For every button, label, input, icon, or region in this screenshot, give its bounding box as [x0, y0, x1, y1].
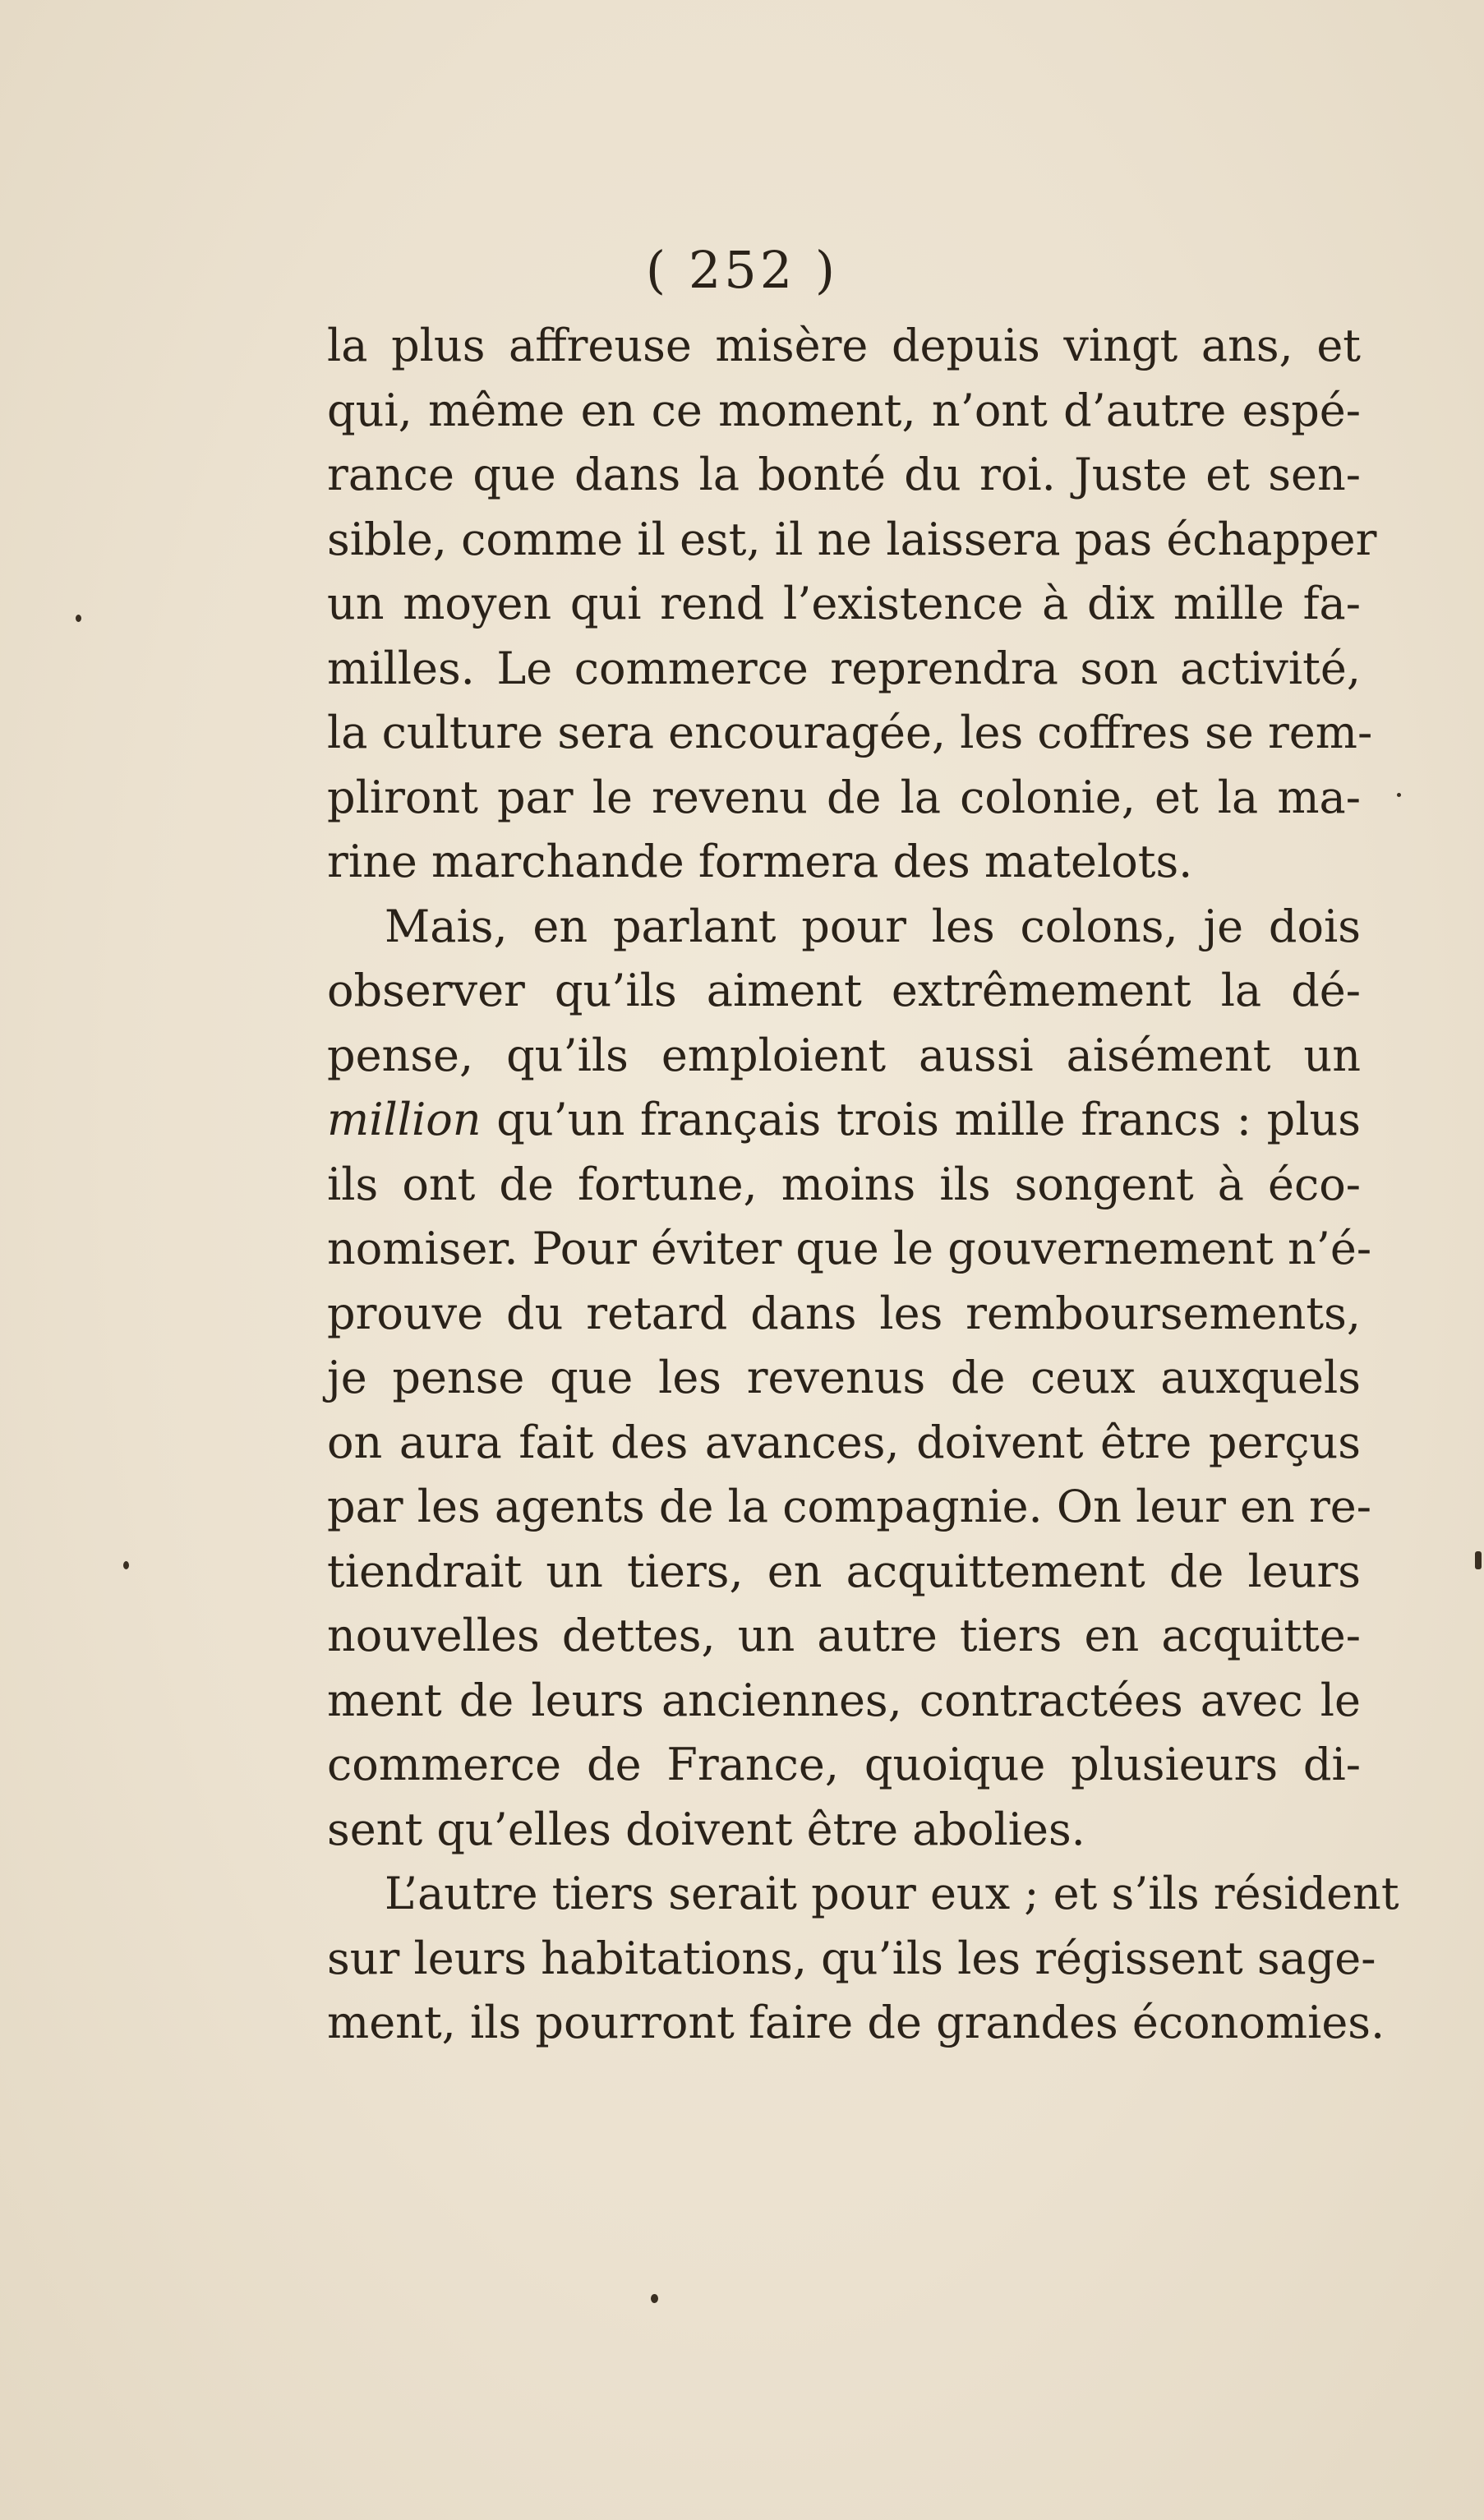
text-line: la plus affreuse misère depuis vingt ans, et — [327, 320, 1361, 371]
italic-word: million — [327, 1094, 482, 1145]
text-line: sent qu’elles doivent être abolies. — [327, 1803, 1085, 1855]
text-line: sible, comme il est, il ne laissera pas échapper — [327, 513, 1377, 565]
text-line: Mais, en parlant pour les colons, je dois — [385, 900, 1361, 952]
text-line: ment, ils pourront faire de grandes économies. — [327, 1997, 1385, 2048]
ink-speck — [1475, 1551, 1482, 1569]
text-line: la culture sera encouragée, les coffres se rem- — [327, 707, 1373, 758]
ink-speck — [651, 2294, 658, 2303]
text-line: rance que dans la bonté du roi. Juste et sen- — [327, 449, 1361, 500]
text-line: on aura fait des avances, doivent être perçus — [327, 1416, 1361, 1468]
text-line: un moyen qui rend l’existence à dix mille fa- — [327, 578, 1361, 629]
text-line: ils ont de fortune, moins ils songent à éco- — [327, 1158, 1361, 1210]
ink-speck — [123, 1561, 129, 1569]
paragraph-1 — [327, 314, 1377, 895]
text-line: L’autre tiers serait pour eux ; et s’ils résident — [385, 1868, 1399, 1919]
text-line: ment de leurs anciennes, contractées avec le — [327, 1674, 1361, 1726]
text-line: qui, même en ce moment, n’ont d’autre espé- — [327, 384, 1361, 436]
text-line: milles. Le commerce reprendra son activité, — [327, 642, 1361, 694]
ink-speck — [76, 615, 81, 622]
page-number: ( 252 ) — [645, 240, 839, 300]
text-line: commerce de France, quoique plusieurs di- — [327, 1739, 1361, 1790]
text-line: tiendrait un tiers, en acquittement de leurs — [327, 1545, 1361, 1597]
text-line: rine marchande formera des matelots. — [327, 836, 1193, 887]
text-line: je pense que les revenus de ceux auxquels — [327, 1352, 1361, 1403]
text-line: sur leurs habitations, qu’ils les régissent sage- — [327, 1932, 1376, 1984]
text-line: nomiser. Pour éviter que le gouvernement n’é- — [327, 1223, 1372, 1274]
text-line: observer qu’ils aiment extrêmement la dé- — [327, 965, 1361, 1016]
body-text — [327, 314, 1399, 2056]
text-line: pliront par le revenu de la colonie, et la ma- — [327, 771, 1361, 823]
text-line: prouve du retard dans les remboursements, — [327, 1287, 1361, 1339]
text-line: nouvelles dettes, un autre tiers en acquitte- — [327, 1610, 1361, 1661]
ink-speck — [1397, 793, 1401, 797]
text-line — [327, 1088, 1361, 1153]
text-line: pense, qu’ils emploient aussi aisément un — [327, 1029, 1361, 1081]
paragraph-2 — [327, 895, 1372, 1863]
line-remainder: qu’un français trois mille francs : plus — [481, 1094, 1361, 1145]
text-line: par les agents de la compagnie. On leur en re- — [327, 1481, 1371, 1532]
paragraph-3 — [327, 1862, 1399, 2056]
